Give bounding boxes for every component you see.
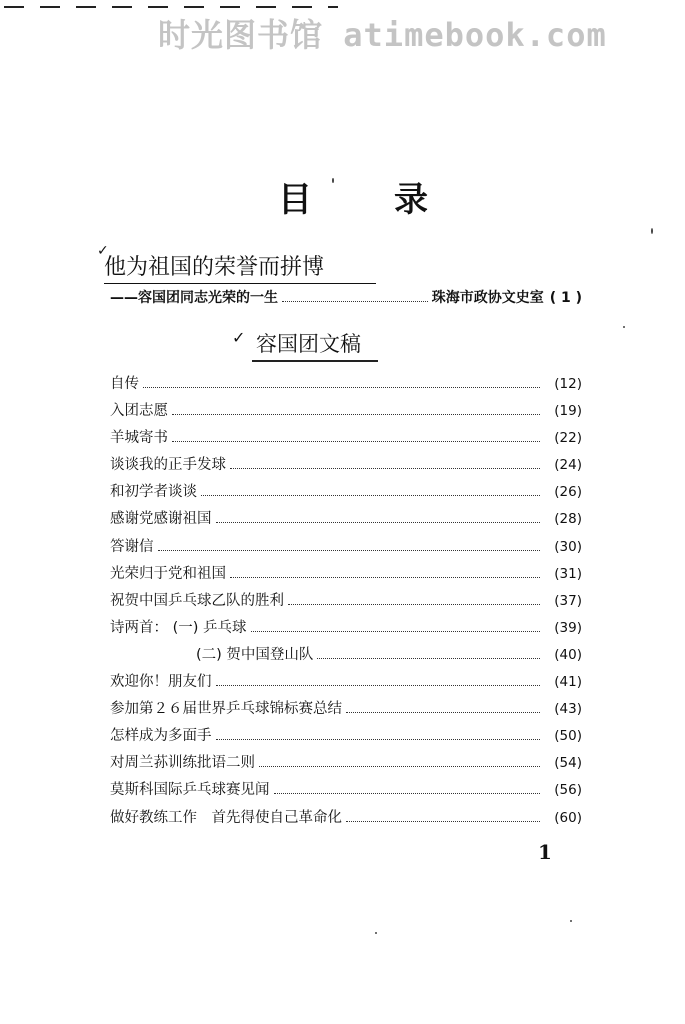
- toc-entry-title: 羊城寄书: [110, 430, 168, 447]
- toc-entry[interactable]: [110, 480, 582, 507]
- dot-leader: [230, 459, 540, 469]
- dot-leader: [230, 568, 540, 578]
- dot-leader: [346, 812, 540, 822]
- dot-leader: [274, 784, 541, 794]
- toc-entry[interactable]: [110, 399, 582, 426]
- toc-entry-title: 参加第２６届世界乒乓球锦标赛总结: [110, 701, 342, 718]
- toc-entry-title: (二) 贺中国登山队: [196, 646, 314, 663]
- toc-entry-page: (37): [554, 592, 582, 609]
- toc-entry-page: (12): [554, 376, 582, 392]
- toc-entry-title: 和初学者谈谈: [110, 484, 197, 501]
- toc-entry-title: 欢迎你！朋友们: [110, 674, 212, 691]
- toc-entry[interactable]: [110, 643, 582, 670]
- section2-title: 容国团文稿: [256, 332, 361, 356]
- toc-entry-page: (31): [554, 565, 582, 582]
- check-mark-icon: ✓: [97, 243, 109, 259]
- toc-entry-page: (43): [554, 701, 582, 718]
- toc-entry-title: 光荣归于党和祖国: [110, 565, 226, 582]
- dot-leader: [201, 486, 540, 496]
- toc-entry-page: (30): [554, 538, 582, 555]
- toc-entry-page: (54): [554, 755, 582, 772]
- dot-leader: [216, 676, 541, 686]
- toc-entry[interactable]: [110, 778, 582, 805]
- toc-entry-page: (22): [554, 430, 582, 447]
- section1-author: 珠海市政协文史室: [431, 290, 544, 306]
- toc-list: [110, 372, 582, 833]
- page-title-char-1: 目: [278, 180, 312, 220]
- toc-entry[interactable]: [110, 535, 582, 562]
- toc-entry-page: (40): [554, 646, 582, 663]
- dot-leader: [216, 730, 541, 740]
- toc-entry-title: 谈谈我的正手发球: [110, 457, 226, 474]
- toc-entry-title: 莫斯科国际乒乓球赛见闻: [110, 782, 270, 799]
- section1-title: 他为祖国的荣誉而拼博: [104, 250, 376, 284]
- toc-entry[interactable]: [110, 724, 582, 751]
- toc-entry-page: (28): [554, 511, 582, 528]
- toc-entry-page: (41): [554, 674, 582, 691]
- dot-leader: [346, 703, 540, 713]
- dot-leader: [172, 432, 540, 442]
- toc-entry-page: (60): [554, 809, 582, 826]
- toc-entry-title: 自传: [110, 376, 139, 392]
- toc-entry[interactable]: [110, 806, 582, 833]
- watermark: 时光图书馆 atimebook.com: [158, 16, 607, 54]
- page-number: 1: [538, 840, 552, 864]
- toc-entry-title: 怎样成为多面手: [110, 728, 212, 745]
- scan-speck: [623, 326, 625, 328]
- scan-speck: [332, 178, 334, 183]
- dot-leader: [158, 541, 541, 551]
- toc-entry-title: 感谢党感谢祖国: [110, 511, 212, 528]
- toc-entry[interactable]: [110, 589, 582, 616]
- toc-entry[interactable]: [110, 507, 582, 534]
- toc-entry[interactable]: [110, 697, 582, 724]
- section1-entry[interactable]: [110, 287, 582, 307]
- dot-leader: [143, 378, 540, 388]
- toc-entry-page: (26): [554, 484, 582, 501]
- scan-speck: [375, 932, 377, 934]
- toc-entry-title: 做好教练工作 首先得使自己革命化: [110, 809, 342, 826]
- section1-page: ( 1 ): [549, 290, 582, 306]
- dot-leader: [251, 622, 540, 632]
- dot-leader: [282, 291, 428, 302]
- toc-entry[interactable]: [110, 453, 582, 480]
- toc-entry[interactable]: [110, 372, 582, 399]
- dot-leader: [288, 595, 540, 605]
- toc-entry[interactable]: [110, 751, 582, 778]
- toc-entry-page: (56): [554, 782, 582, 799]
- toc-entry-title: 答谢信: [110, 538, 154, 555]
- toc-entry-page: (39): [554, 619, 582, 636]
- section2-underline: [252, 360, 378, 362]
- toc-entry-title: 祝贺中国乒乓球乙队的胜利: [110, 592, 284, 609]
- dot-leader: [317, 649, 540, 659]
- toc-entry[interactable]: [110, 616, 582, 643]
- toc-entry-title: 入团志愿: [110, 403, 168, 420]
- top-dash-rule: [0, 6, 340, 9]
- check-mark-icon: ✓: [232, 328, 246, 347]
- scan-speck: [570, 920, 572, 922]
- toc-entry-page: (50): [554, 728, 582, 745]
- toc-entry[interactable]: [110, 562, 582, 589]
- page-title: [278, 172, 428, 221]
- dot-leader: [216, 513, 541, 523]
- dot-leader: [259, 757, 540, 767]
- toc-entry-title: 对周兰荪训练批语二则: [110, 755, 255, 772]
- page-title-char-2: 录: [394, 180, 428, 220]
- scan-speck: [651, 228, 653, 234]
- section1-subtitle: ——容国团同志光荣的一生: [110, 290, 278, 306]
- toc-entry[interactable]: [110, 426, 582, 453]
- toc-entry-title: 诗两首： (一) 乒乓球: [110, 619, 247, 636]
- toc-entry-page: (19): [554, 403, 582, 420]
- dot-leader: [172, 405, 540, 415]
- toc-entry-page: (24): [554, 457, 582, 474]
- toc-entry[interactable]: [110, 670, 582, 697]
